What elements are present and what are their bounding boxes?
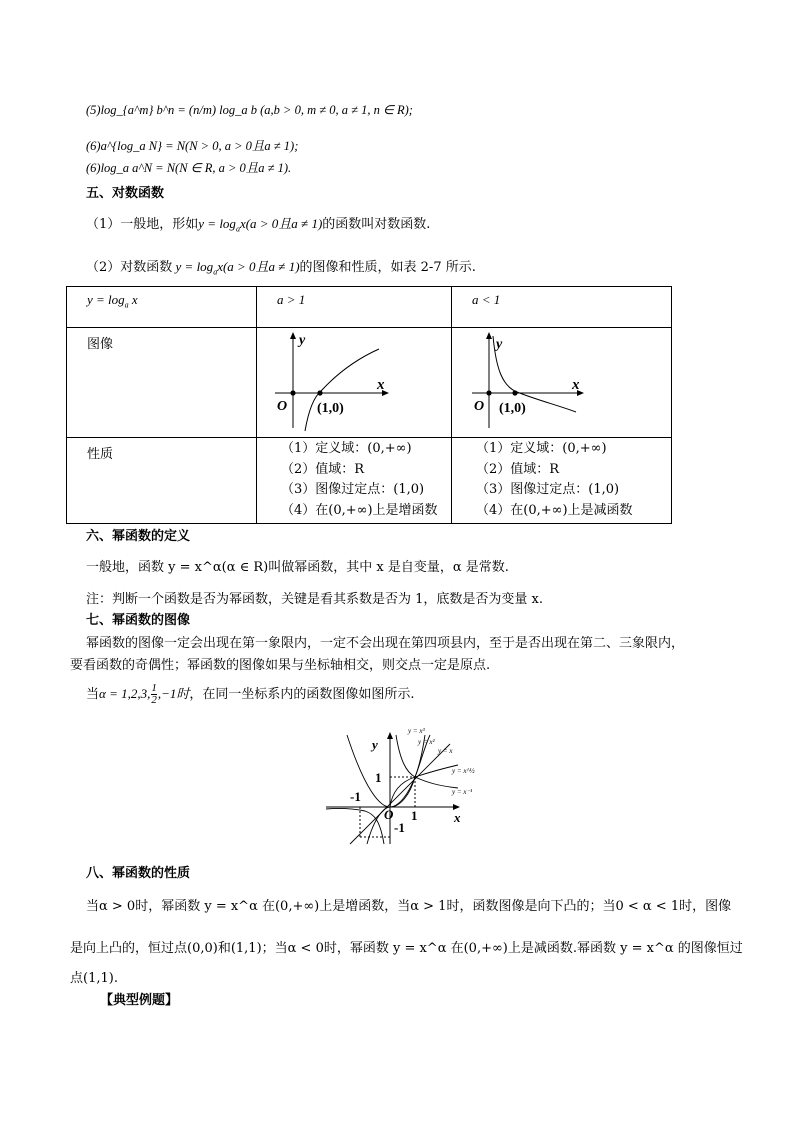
log-function-table: [66, 286, 672, 524]
axis-y-label: y: [299, 333, 306, 348]
origin-label: O: [384, 807, 394, 822]
fixed-point-label: (1,0): [317, 401, 344, 416]
formula-5: (5)log_{a^m} b^n = (n/m) log_a b (a,b > 0, m ≠ 0, a ≠ 1, n ∈ R);: [86, 103, 413, 117]
axis-x-label: x: [377, 377, 385, 393]
section-6-p1: 一般地，函数 y = x^α(α ∈ R)叫做幂函数，其中 x 是自变量，α 是常数.: [86, 560, 509, 575]
table-header-a-lt-1: a < 1: [472, 292, 501, 307]
power-function-graph: [320, 720, 480, 845]
section-6-title: 六、幂函数的定义: [86, 529, 191, 544]
section-5-title: 五、对数函数: [86, 186, 165, 201]
section-7-p1a: 幂函数的图像一定会出现在第一象限内，一定不会出现在第四项县内，至于是否出现在第二、三象限内，: [86, 636, 685, 651]
formula-6a: (6)a^{log_a N} = N(N > 0, a > 0且a ≠ 1);: [86, 139, 299, 153]
axis-y-label: y: [496, 337, 503, 352]
axis-x-label: x: [572, 377, 580, 393]
section-8-title: 八、幂函数的性质: [86, 866, 191, 881]
tick-x-1: 1: [411, 808, 418, 823]
section-7-p1b: 要看函数的奇偶性；幂函数的图像如果与坐标轴相交，则交点一定是原点.: [70, 658, 491, 673]
axis-x-label: x: [454, 810, 461, 825]
tick-y-1: 1: [375, 770, 382, 785]
origin-label: O: [474, 399, 485, 414]
section-5-p2: （2）对数函数 $y = \log_ax(a > 0$且a ≠ 1)的图像和性质，如表 2-7 所示.: [86, 259, 476, 277]
section-7-title: 七、幂函数的图像: [86, 613, 191, 628]
label-x-half: y = x^½: [452, 767, 475, 775]
log-graph-a-lt-1: [452, 328, 671, 433]
section-6-note: 注：判断一个函数是否为幂函数，关键是看其系数是否为 1，底数是否为变量 x.: [86, 592, 543, 607]
log-graph-a-gt-1: [257, 328, 451, 433]
tick-x-neg1: -1: [350, 789, 361, 804]
table-row-props-label: 性质: [87, 447, 114, 462]
section-7-p2: 当α = 1,2,3, $\frac{1}{2}$ ,−1时，在同一坐标系内的函数图像如图所示.: [86, 682, 415, 706]
section-8-line3: 点(1,1).: [70, 971, 118, 986]
tick-y-neg1: -1: [394, 820, 405, 835]
table-header-func: $y = \log_a x$: [87, 292, 138, 310]
formula-6b: (6)log_a a^N = N(N ∈ R, a > 0且a ≠ 1).: [86, 161, 292, 175]
table-row-graph-label: 图像: [87, 337, 114, 352]
section-8-line2: 是向上凸的，恒过点(0,0)和(1,1)；当α < 0时，幂函数 y = x^α 在(0,+∞)上是减函数.幂函数 y = x^α 的图像恒过: [70, 941, 743, 956]
axis-y-label: y: [372, 737, 378, 752]
label-x-inverse: y = x⁻¹: [452, 788, 473, 796]
section-5-p1: （1）一般地，形如$y = \log_ax(a > 0$且a ≠ 1)的函数叫对数函数.: [86, 216, 431, 234]
label-x-cubed: y = x³: [408, 727, 425, 735]
examples-title: 【典型例题】: [100, 993, 179, 1008]
label-x-squared: y = x²: [418, 738, 435, 746]
props-a-lt-1: （1）定义域：(0,+∞) （2）值域：R （3）图像过定点：(1,0) （4）在(0,+∞)上是减函数: [476, 441, 633, 518]
fixed-point-label: (1,0): [499, 401, 526, 416]
label-x: y = x: [438, 747, 453, 755]
table-header-a-gt-1: a > 1: [277, 292, 306, 307]
origin-label: O: [277, 399, 288, 414]
props-a-gt-1: （1）定义域：(0,+∞) （2）值域：R （3）图像过定点：(1,0) （4）在(0,+∞)上是增函数: [281, 441, 438, 518]
section-8-line1: 当α > 0时，幂函数 y = x^α 在(0,+∞)上是增函数，当α > 1时，函数图像是向下凸的；当0 < α < 1时，图像: [86, 899, 732, 914]
